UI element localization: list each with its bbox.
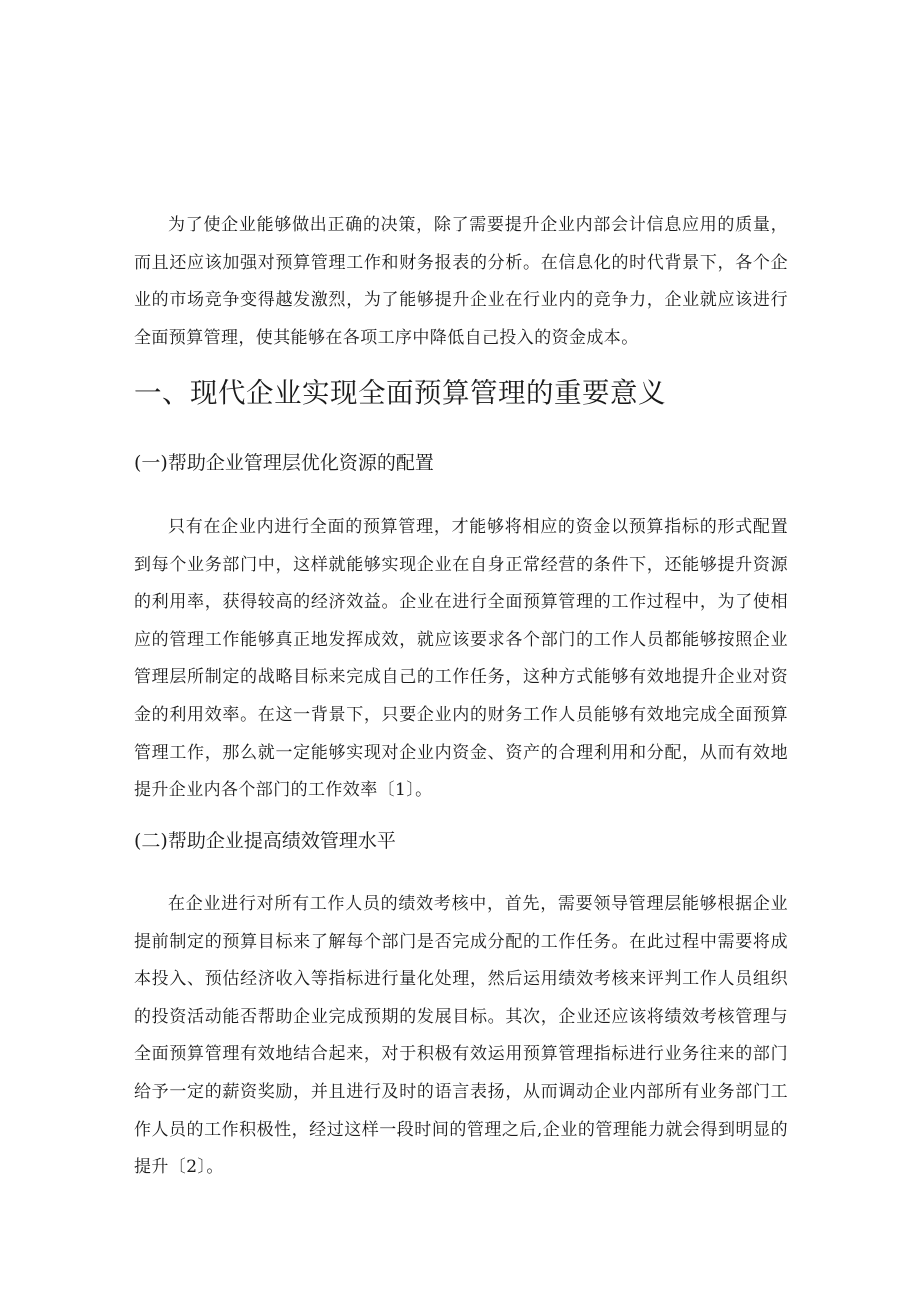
- subsection-1-paragraph: 只有在企业内进行全面的预算管理，才能够将相应的资金以预算指标的形式配置到每个业务部门中，这样就能够实现企业在自身正常经营的条件下，还能够提升资源的利用率，获得较高的经济效益。企业在进行全面预算管理的工作过程中，为了使相应的管理工作能够真正地发挥成效，就应该要求各个部门的工作人员都能够按照企业管理层所制定的战略目标来完成自己的工作任务，这种方式能够有效地提升企业对资金的利用效率。在这一背景下，只要企业内的财务工作人员能够有效地完成全面预算管理工作，那么就一定能够实现对企业内资金、资产的合理利用和分配，从而有效地提升企业内各个部门的工作效率〔1〕。: [134, 517, 788, 801]
- subsection-heading-1: (一)帮助企业管理层优化资源的配置: [134, 452, 434, 474]
- subsection-2-paragraph: 在企业进行对所有工作人员的绩效考核中，首先，需要领导管理层能够根据企业提前制定的预算目标来了解每个部门是否完成分配的工作任务。在此过程中需要将成本投入、预估经济收入等指标进行量化处理，然后运用绩效考核来评判工作人员组织的投资活动能否帮助企业完成预期的发展目标。其次，企业还应该将绩效考核管理与全面预算管理有效地结合起来，对于积极有效运用预算管理指标进行业务往来的部门给予一定的薪资奖励，并且进行及时的语言表扬，从而调动企业内部所有业务部门工作人员的工作积极性，经过这样一段时间的管理之后,企业的管理能力就会得到明显的提升〔2〕。: [134, 894, 788, 1178]
- subsection-heading-2: (二)帮助企业提高绩效管理水平: [134, 830, 396, 852]
- section-heading-1: 一、现代企业实现全面预算管理的重要意义: [134, 377, 666, 409]
- intro-paragraph: 为了使企业能够做出正确的决策，除了需要提升企业内部会计信息应用的质量，而且还应该加强对预算管理工作和财务报表的分析。在信息化的时代背景下，各个企业的市场竞争变得越发激烈，为了能够提升企业在行业内的竞争力，企业就应该进行全面预算管理，使其能够在各项工序中降低自己投入的资金成本。: [134, 215, 788, 348]
